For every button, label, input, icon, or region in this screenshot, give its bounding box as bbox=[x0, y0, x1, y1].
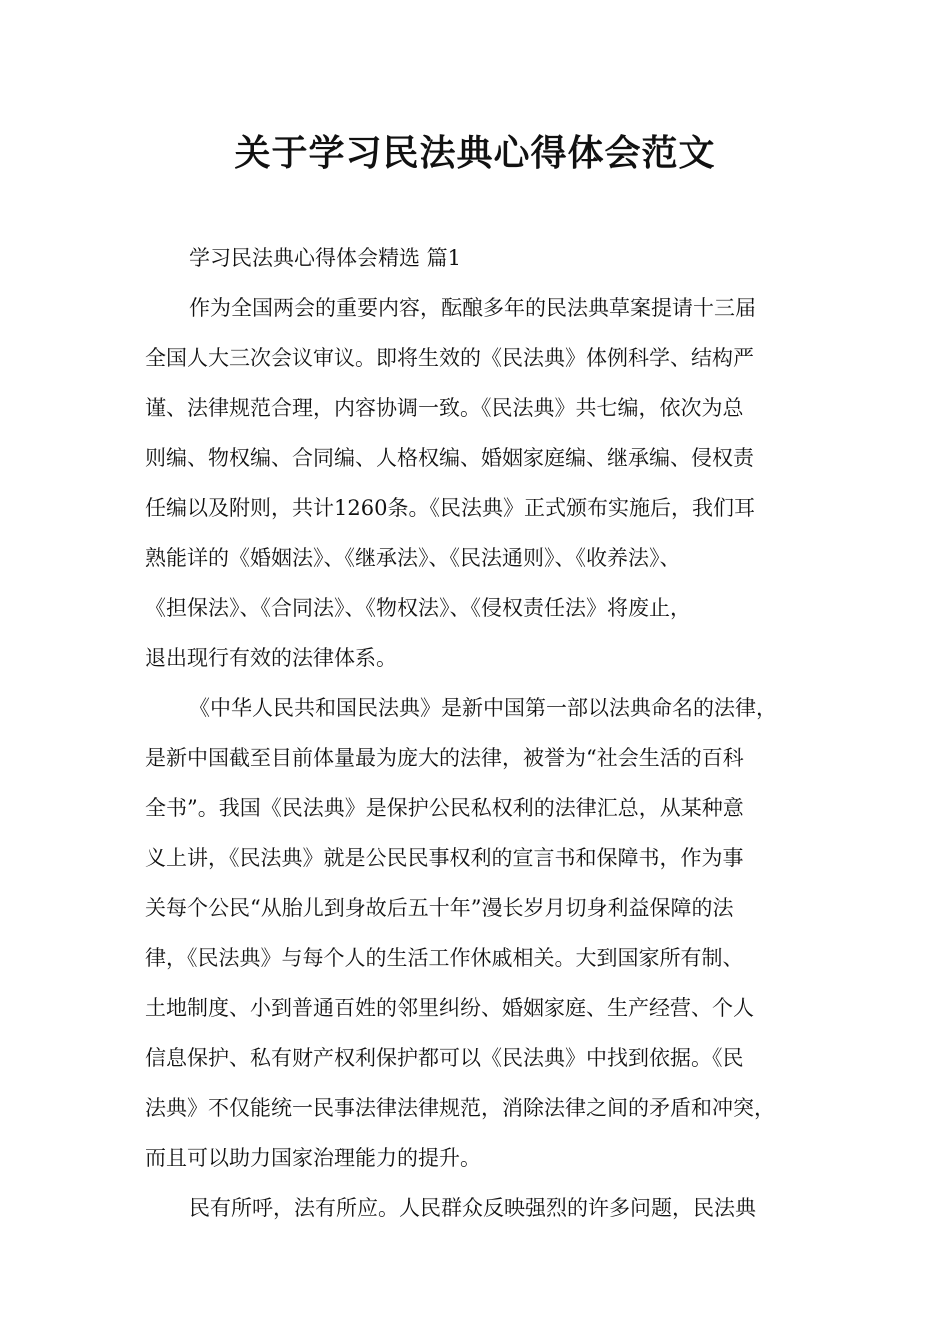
paragraph-1-line: 全国人大三次会议审议。即将生效的《民法典》体例科学、结构严 bbox=[145, 346, 754, 370]
paragraph-2-line: 全书”。我国《民法典》是保护公民私权利的法律汇总，从某种意 bbox=[145, 796, 744, 820]
paragraph-2-line: 土地制度、小到普通百姓的邻里纠纷、婚姻家庭、生产经营、个人 bbox=[145, 996, 754, 1020]
paragraph-2-line: 法典》不仅能统一民事法律法律规范，消除法律之间的矛盾和冲突， bbox=[145, 1096, 775, 1120]
paragraph-1-line: 任编以及附则，共计1260条。《民法典》正式颁布实施后，我们耳 bbox=[145, 496, 755, 520]
paragraph-1-line: 谨、法律规范合理，内容协调一致。《民法典》共七编，依次为总 bbox=[145, 396, 744, 420]
paragraph-3-line: 民有所呼，法有所应。人民群众反映强烈的许多问题，民法典 bbox=[189, 1196, 756, 1220]
paragraph-2-line: 义上讲，《民法典》就是公民民事权利的宣言书和保障书，作为事 bbox=[145, 846, 744, 870]
paragraph-2-line: 关每个公民“从胎儿到身故后五十年”漫长岁月切身利益保障的法 bbox=[145, 896, 734, 920]
document-title: 关于学习民法典心得体会范文 bbox=[234, 133, 716, 174]
section-heading: 学习民法典心得体会精选 篇1 bbox=[189, 246, 462, 270]
paragraph-2-line: 律，《民法典》与每个人的生活工作休戚相关。大到国家所有制、 bbox=[145, 946, 744, 970]
paragraph-2-line: 《中华人民共和国民法典》是新中国第一部以法典命名的法律， bbox=[189, 696, 777, 720]
paragraph-1-line: 《担保法》、《合同法》、《物权法》、《侵权责任法》将废止， bbox=[145, 596, 691, 620]
paragraph-1-line: 作为全国两会的重要内容，酝酿多年的民法典草案提请十三届 bbox=[189, 296, 756, 320]
paragraph-1-line: 退出现行有效的法律体系。 bbox=[145, 646, 397, 670]
paragraph-1-line: 则编、物权编、合同编、人格权编、婚姻家庭编、继承编、侵权责 bbox=[145, 446, 754, 470]
paragraph-1-line: 熟能详的《婚姻法》、《继承法》、《民法通则》、《收养法》、 bbox=[145, 546, 681, 570]
paragraph-2-line: 信息保护、私有财产权利保护都可以《民法典》中找到依据。《民 bbox=[145, 1046, 744, 1070]
paragraph-2-line: 是新中国截至目前体量最为庞大的法律，被誉为“社会生活的百科 bbox=[145, 746, 744, 770]
document-body bbox=[145, 233, 825, 1233]
paragraph-2-line: 而且可以助力国家治理能力的提升。 bbox=[145, 1146, 481, 1170]
